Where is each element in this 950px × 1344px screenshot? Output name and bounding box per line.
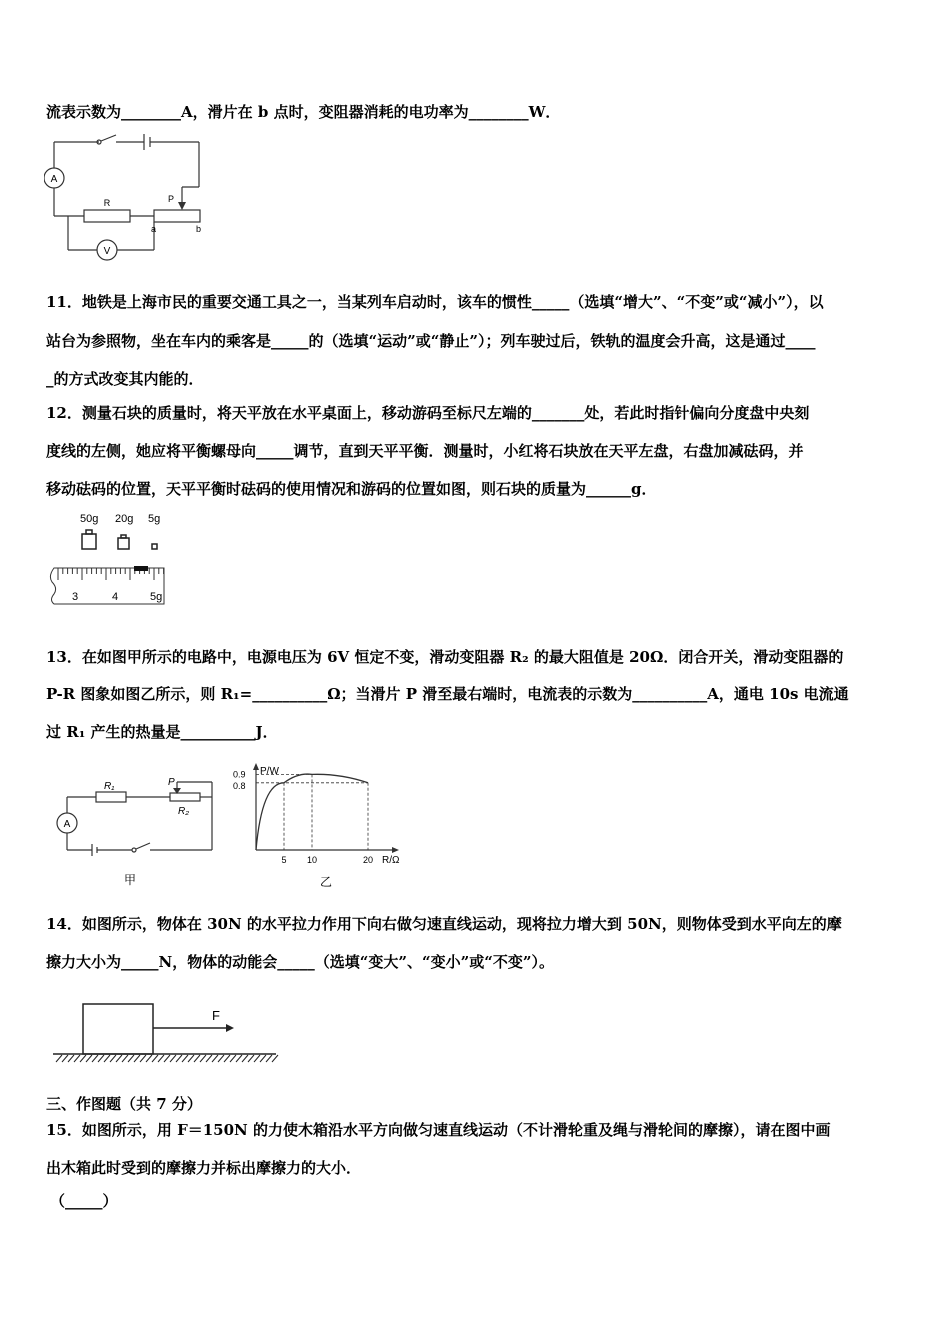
scale-label-5g: 5g bbox=[150, 591, 163, 603]
weight-label-5g: 5g bbox=[148, 513, 161, 525]
hatch-line bbox=[266, 1055, 272, 1062]
hatch-line bbox=[116, 1055, 122, 1062]
voltmeter-label: V bbox=[103, 246, 111, 257]
hatch-line bbox=[110, 1055, 116, 1062]
hatch-line bbox=[140, 1055, 146, 1062]
end-b-label: b bbox=[196, 224, 202, 234]
q14-line-2: 擦力大小为_____N，物体的动能会_____（选填“变大”、“变小”或“不变”）。 bbox=[46, 953, 554, 971]
q13-line-1: 13．在如图甲所示的电路中，电源电压为 6V 恒定不变，滑动变阻器 R₂ 的最大阻值是 20Ω．闭合开关，滑动变阻器的 bbox=[46, 648, 844, 666]
hatch-line bbox=[176, 1055, 182, 1062]
caption-yi: 乙 bbox=[320, 875, 333, 889]
weight-label-20g: 20g bbox=[115, 513, 134, 525]
q10-circuit-figure bbox=[44, 132, 224, 267]
scale-label-3: 3 bbox=[72, 591, 79, 603]
hatch-line bbox=[170, 1055, 176, 1062]
q12-line-1: 12．测量石块的质量时，将天平放在水平桌面上，移动游码至标尺左端的_______处，若此时指针偏向分度盘中央刻 bbox=[46, 404, 810, 422]
y-tick-0.9: 0.9 bbox=[233, 769, 246, 780]
weight-label-50g: 50g bbox=[80, 513, 99, 525]
hatch-line bbox=[68, 1055, 74, 1062]
hatch-line bbox=[236, 1055, 242, 1062]
ground-hatch bbox=[56, 1055, 278, 1062]
block bbox=[83, 1004, 153, 1054]
y-tick-0.8: 0.8 bbox=[233, 780, 246, 791]
end-a-label: a bbox=[151, 224, 157, 234]
q13-line-2: P-R 图象如图乙所示，则 R₁=__________Ω；当滑片 P 滑至最右端时，电流表的示数为__________A，通电 10s 电流通 bbox=[46, 685, 849, 703]
hatch-line bbox=[248, 1055, 254, 1062]
x-tick-20: 20 bbox=[362, 855, 374, 865]
q10-text: 流表示数为________A，滑片在 b 点时，变阻器消耗的电功率为________W． bbox=[46, 103, 561, 121]
caption-jia: 甲 bbox=[124, 873, 137, 887]
q11-line-3: _的方式改变其内能的． bbox=[46, 370, 204, 388]
hatch-line bbox=[194, 1055, 200, 1062]
hatch-line bbox=[56, 1055, 62, 1062]
hatch-line bbox=[152, 1055, 158, 1062]
slider-label: P bbox=[168, 194, 175, 204]
q13-pr-chart bbox=[228, 760, 418, 892]
y-axis-label: P/W bbox=[260, 766, 279, 777]
q11-line-1: 11．地铁是上海市民的重要交通工具之一，当某列车启动时，该车的惯性_____（选填“增大”、“不变”或“减小”），以 bbox=[46, 293, 824, 311]
x-axis-label: R/Ω bbox=[382, 855, 400, 866]
q14-line-1: 14．如图所示，物体在 30N 的水平拉力作用下向右做匀速直线运动，现将拉力增大到 50N，则物体受到水平向左的摩 bbox=[46, 915, 842, 933]
q15-line-1: 15．如图所示，用 F＝150N 的力使木箱沿水平方向做匀速直线运动（不计滑轮重及绳与滑轮间的摩擦），请在图中画 bbox=[46, 1121, 831, 1139]
hatch-line bbox=[134, 1055, 140, 1062]
hatch-line bbox=[128, 1055, 134, 1062]
hatch-line bbox=[146, 1055, 152, 1062]
q12-line-2: 度线的左侧，她应将平衡螺母向_____调节，直到天平平衡．测量时，小红将石块放在天平左盘，右盘加减砝码，并 bbox=[46, 442, 804, 460]
hatch-line bbox=[98, 1055, 104, 1062]
rider bbox=[134, 566, 148, 571]
hatch-line bbox=[224, 1055, 230, 1062]
hatch-line bbox=[188, 1055, 194, 1062]
hatch-line bbox=[74, 1055, 80, 1062]
hatch-line bbox=[206, 1055, 212, 1062]
hatch-line bbox=[62, 1055, 68, 1062]
scale-label-4: 4 bbox=[112, 591, 119, 603]
q15-line-2: 出木箱此时受到的摩擦力并标出摩擦力的大小． bbox=[46, 1159, 362, 1177]
force-label: F bbox=[212, 1008, 220, 1023]
p-label: P bbox=[168, 777, 175, 788]
ammeter-label: A bbox=[63, 819, 71, 830]
q11-line-2: 站台为参照物，坐在车内的乘客是_____的（选填“运动”或“静止”）；列车驶过后，铁轨的温度会升高，这是通过____ bbox=[46, 332, 816, 350]
hatch-line bbox=[200, 1055, 206, 1062]
hatch-line bbox=[86, 1055, 92, 1062]
hatch-line bbox=[212, 1055, 218, 1062]
hatch-line bbox=[260, 1055, 266, 1062]
hatch-line bbox=[104, 1055, 110, 1062]
section-3-title: 三、作图题（共 7 分） bbox=[46, 1095, 202, 1113]
hatch-line bbox=[158, 1055, 164, 1062]
q13-circuit-figure bbox=[52, 772, 222, 892]
hatch-line bbox=[242, 1055, 248, 1062]
q13-line-3: 过 R₁ 产生的热量是__________J． bbox=[46, 723, 278, 741]
x-tick-10: 10 bbox=[306, 855, 318, 865]
q12-line-3: 移动砝码的位置，天平平衡时砝码的使用情况和游码的位置如图，则石块的质量为______g． bbox=[46, 480, 657, 498]
q12-weights-figure bbox=[44, 508, 179, 613]
q15-answer-blank: （_____） bbox=[50, 1192, 118, 1210]
hatch-line bbox=[80, 1055, 86, 1062]
hatch-line bbox=[218, 1055, 224, 1062]
hatch-line bbox=[254, 1055, 260, 1062]
hatch-line bbox=[272, 1055, 278, 1062]
ammeter-label: A bbox=[50, 174, 58, 185]
r1-label: R₁ bbox=[104, 781, 115, 792]
x-tick-5: 5 bbox=[281, 855, 287, 865]
resistor-label: R bbox=[103, 198, 111, 208]
hatch-line bbox=[230, 1055, 236, 1062]
q14-block-figure bbox=[48, 1000, 283, 1070]
hatch-line bbox=[92, 1055, 98, 1062]
hatch-line bbox=[182, 1055, 188, 1062]
hatch-line bbox=[122, 1055, 128, 1062]
r2-label: R₂ bbox=[178, 806, 190, 817]
hatch-line bbox=[164, 1055, 170, 1062]
